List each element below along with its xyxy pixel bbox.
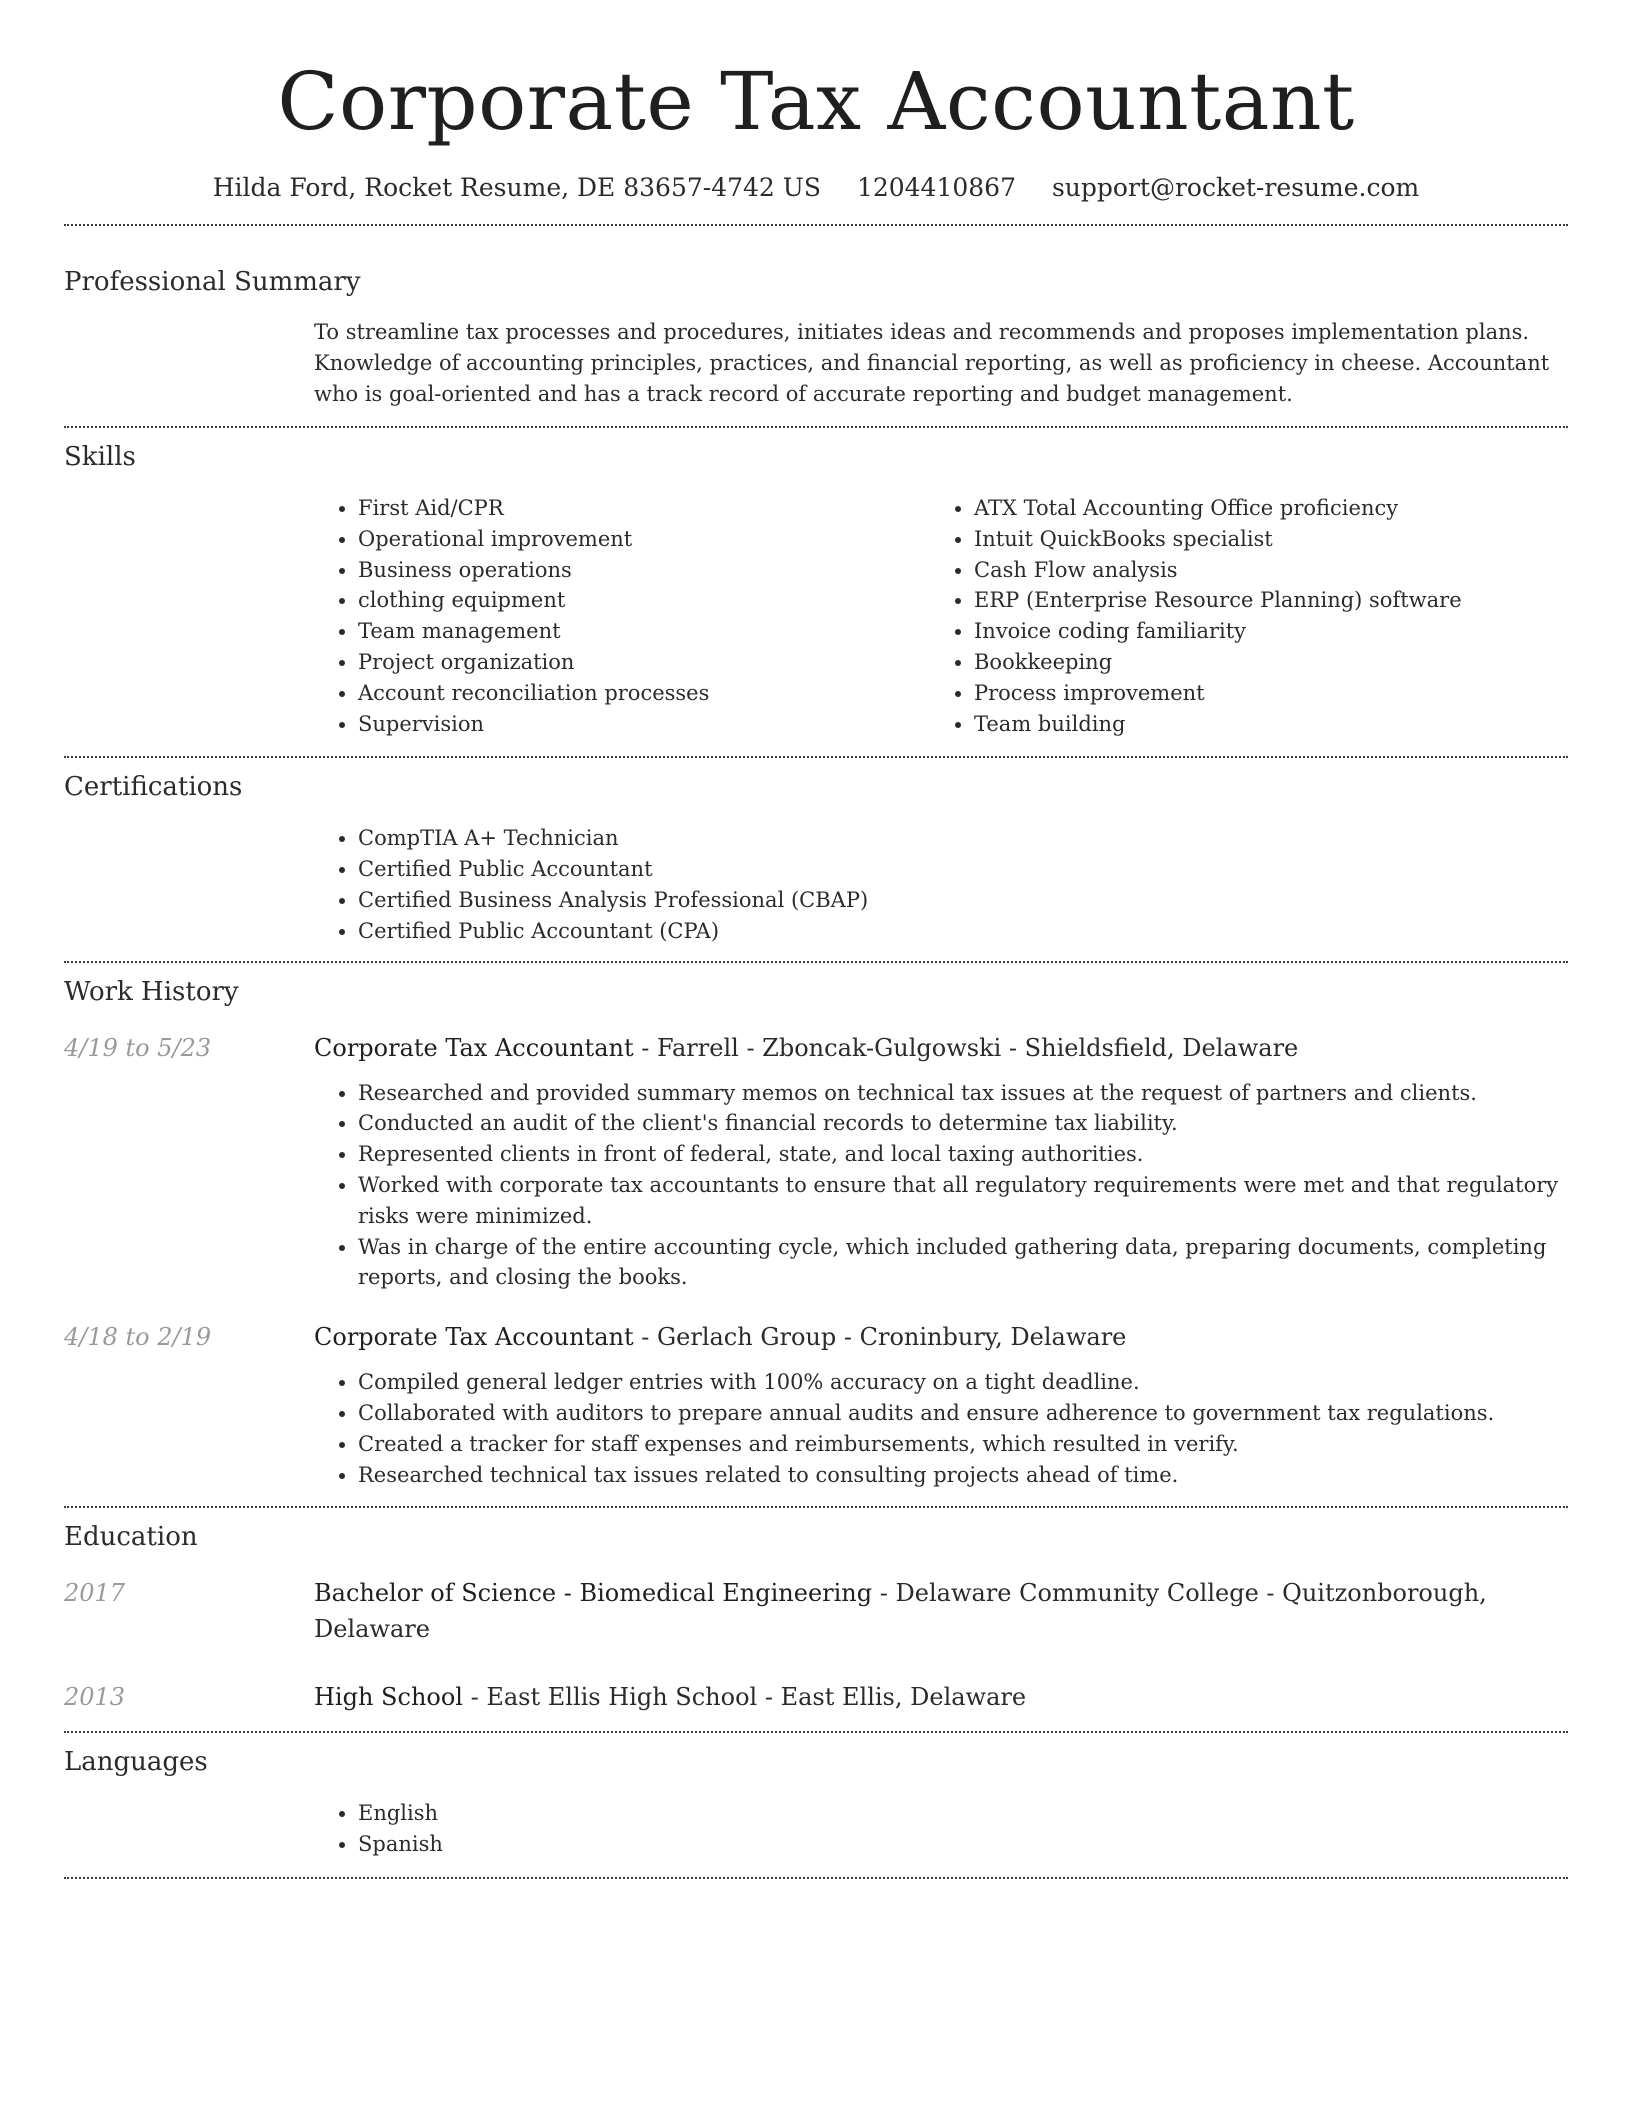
job-heading <box>314 1319 1568 1355</box>
resume-title: Corporate Tax Accountant <box>277 55 1355 148</box>
job-bullet: • Compiled general ledger entries with 100% accuracy on a tight deadline. <box>358 1367 1568 1398</box>
work-history-section <box>64 963 1568 1491</box>
job-bullets <box>314 1078 1568 1294</box>
certification-item: • CompTIA A+ Technician <box>358 823 1568 854</box>
job-entry <box>64 1319 1568 1490</box>
education-section <box>64 1508 1568 1715</box>
certifications-section <box>64 758 1568 946</box>
skill-item: • Invoice coding familiarity <box>974 616 1462 647</box>
education-degree: Bachelor of Science - Biomedical Engineering <box>314 1579 873 1608</box>
job-entry <box>64 1030 1568 1294</box>
languages-section <box>64 1733 1568 1860</box>
job-title: Corporate Tax Accountant <box>314 1033 634 1062</box>
job-title: Corporate Tax Accountant <box>314 1323 634 1352</box>
job-bullet: • Represented clients in front of federal, state, and local taxing authorities. <box>358 1139 1568 1170</box>
education-school-location: - East Ellis High School - East Ellis, Delaware <box>462 1683 1027 1712</box>
education-school-location: - Delaware Community College - Quitzonborough, Delaware <box>314 1579 1487 1644</box>
skill-item: • Intuit QuickBooks specialist <box>974 524 1462 555</box>
skill-item: • Team building <box>974 709 1462 740</box>
education-year: 2013 <box>64 1683 126 1712</box>
job-bullet: • Collaborated with auditors to prepare annual audits and ensure adherence to government tax regulations. <box>358 1398 1568 1429</box>
divider <box>64 1877 1568 1879</box>
section-heading: Skills <box>64 442 136 472</box>
section-heading: Professional Summary <box>64 267 361 297</box>
skills-list-right <box>930 493 1462 739</box>
job-dates: 4/18 to 2/19 <box>64 1323 212 1352</box>
certification-item: • Certified Public Accountant (CPA) <box>358 916 1568 947</box>
job-heading <box>314 1030 1568 1066</box>
skill-item: • Team management <box>358 616 930 647</box>
summary-text: To streamline tax processes and procedures, initiates ideas and recommends and proposes implementation plans. Knowledge of accounting principles, practices, and financial reporting, as well as proficiency in cheese. Accountant who is goal-oriented and has a track record of accurate reporting and budget management. <box>314 320 1550 406</box>
education-entry <box>64 1679 1568 1715</box>
resume-page <box>64 0 1568 1879</box>
job-bullet: • Worked with corporate tax accountants to ensure that all regulatory requirements were met and that regulatory risks were minimized. <box>358 1170 1568 1232</box>
summary-section <box>64 226 1568 410</box>
skill-item: • clothing equipment <box>358 585 930 616</box>
education-year: 2017 <box>64 1579 126 1608</box>
education-entry <box>64 1575 1568 1647</box>
education-heading <box>314 1575 1568 1647</box>
skill-item: • First Aid/CPR <box>358 493 930 524</box>
job-dates: 4/19 to 5/23 <box>64 1033 212 1062</box>
section-heading: Languages <box>64 1747 208 1778</box>
skill-item: • Bookkeeping <box>974 647 1462 678</box>
contact-email: support@rocket-resume.com <box>1051 173 1420 202</box>
language-item: • Spanish <box>358 1829 1568 1860</box>
languages-list <box>314 1798 1568 1860</box>
certification-item: • Certified Business Analysis Professional (CBAP) <box>358 885 1568 916</box>
skill-item: • Operational improvement <box>358 524 930 555</box>
language-item: • English <box>358 1798 1568 1829</box>
skill-item: • ERP (Enterprise Resource Planning) software <box>974 585 1462 616</box>
skill-item: • Supervision <box>358 709 930 740</box>
contact-line <box>64 170 1568 206</box>
section-heading: Certifications <box>64 772 243 803</box>
job-bullets <box>314 1367 1568 1490</box>
education-degree: High School <box>314 1683 463 1712</box>
job-bullet: • Conducted an audit of the client's financial records to determine tax liability. <box>358 1108 1568 1139</box>
education-heading <box>314 1679 1568 1715</box>
job-bullet: • Researched technical tax issues related to consulting projects ahead of time. <box>358 1460 1568 1491</box>
skills-list-left <box>314 493 930 739</box>
job-bullet: • Was in charge of the entire accounting cycle, which included gathering data, preparing documents, completing reports, and closing the books. <box>358 1232 1568 1294</box>
skill-item: • Project organization <box>358 647 930 678</box>
skill-item: • ATX Total Accounting Office proficiency <box>974 493 1462 524</box>
section-heading: Education <box>64 1522 198 1553</box>
skills-section <box>64 428 1568 739</box>
job-bullet: • Researched and provided summary memos on technical tax issues at the request of partners and clients. <box>358 1078 1568 1109</box>
certification-item: • Certified Public Accountant <box>358 854 1568 885</box>
section-heading: Work History <box>64 976 239 1007</box>
contact-phone: 1204410867 <box>856 173 1016 202</box>
skill-item: • Business operations <box>358 555 930 586</box>
skill-item: • Process improvement <box>974 678 1462 709</box>
skill-item: • Account reconciliation processes <box>358 678 930 709</box>
contact-address: Hilda Ford, Rocket Resume, DE 83657-4742 US <box>212 173 821 202</box>
job-bullet: • Created a tracker for staff expenses and reimbursements, which resulted in verify. <box>358 1429 1568 1460</box>
skill-item: • Cash Flow analysis <box>974 555 1462 586</box>
job-employer-location: - Farrell - Zboncak-Gulgowski - Shieldsfield, Delaware <box>633 1033 1299 1062</box>
job-employer-location: - Gerlach Group - Croninbury, Delaware <box>633 1323 1127 1352</box>
certifications-list <box>314 823 1568 946</box>
